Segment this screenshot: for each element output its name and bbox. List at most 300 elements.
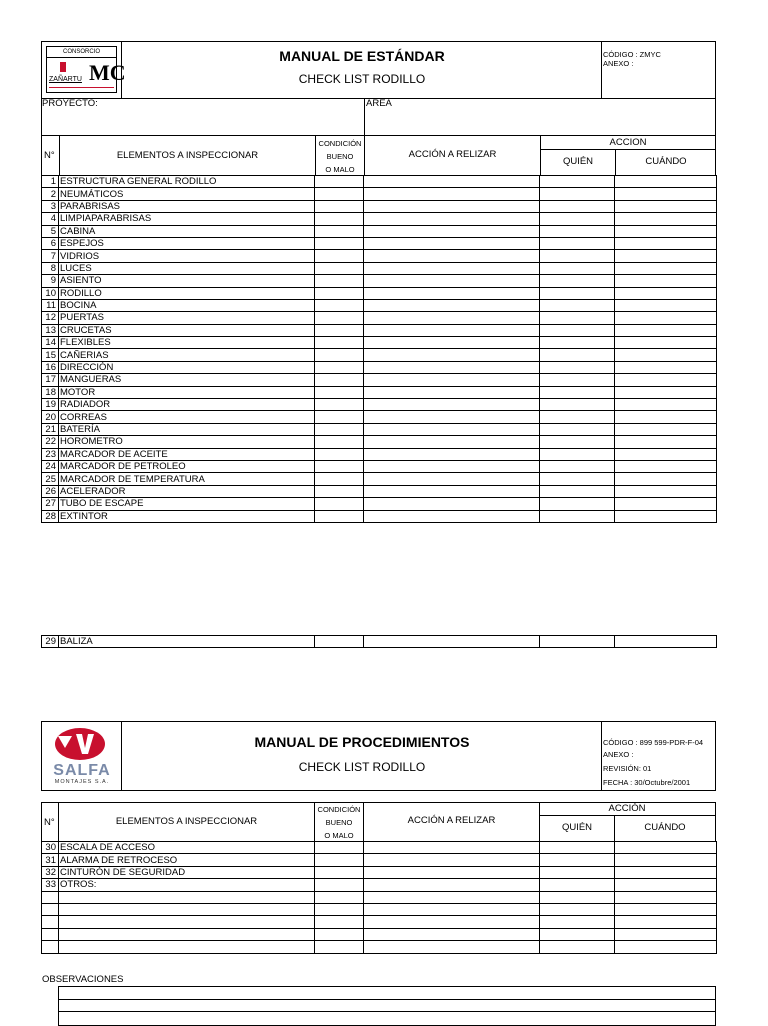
table-row xyxy=(42,879,717,891)
table-row xyxy=(42,262,717,274)
who-cell[interactable] xyxy=(540,854,615,866)
row-label: BALIZA xyxy=(59,636,315,648)
row-number: 6 xyxy=(42,237,59,249)
action-cell[interactable] xyxy=(364,423,540,435)
condition-cell[interactable] xyxy=(315,636,364,648)
row-number: 13 xyxy=(42,324,59,336)
table-row xyxy=(42,903,717,915)
when-cell[interactable] xyxy=(615,498,717,510)
row-number xyxy=(42,941,59,953)
code-label-2: CÓDIGO : 899 599-PDR-F-04 xyxy=(603,738,704,747)
row-label: CABINA xyxy=(59,225,315,237)
row-label: MOTOR xyxy=(59,386,315,398)
who-cell[interactable] xyxy=(540,225,615,237)
col-condicion-1: CONDICIÓN xyxy=(318,139,362,148)
who-cell[interactable] xyxy=(540,941,615,953)
logo-consorcio: CONSORCIO xyxy=(47,48,116,58)
items-table xyxy=(41,175,717,523)
who-cell[interactable] xyxy=(540,299,615,311)
row-label xyxy=(59,941,315,953)
action-cell[interactable] xyxy=(364,473,540,485)
table-row xyxy=(42,436,717,448)
action-cell[interactable] xyxy=(364,636,540,648)
row-label: MARCADOR DE PETROLEO xyxy=(59,460,315,472)
salfa-brand: SALFA xyxy=(53,762,111,779)
row-label: CAÑERIAS xyxy=(59,349,315,361)
row-label xyxy=(59,928,315,940)
when-cell[interactable] xyxy=(615,176,717,188)
table-row xyxy=(42,337,717,349)
project-row xyxy=(41,98,716,136)
when-cell[interactable] xyxy=(615,941,717,953)
who-cell[interactable] xyxy=(540,423,615,435)
who-cell[interactable] xyxy=(540,349,615,361)
table-row xyxy=(42,854,717,866)
who-cell[interactable] xyxy=(540,176,615,188)
table-row xyxy=(42,188,717,200)
who-cell[interactable] xyxy=(540,237,615,249)
when-cell[interactable] xyxy=(615,225,717,237)
condition-cell[interactable] xyxy=(315,485,364,497)
condition-cell[interactable] xyxy=(315,188,364,200)
page-title-2: MANUAL DE PROCEDIMIENTOS xyxy=(254,734,470,750)
observaciones-box[interactable] xyxy=(58,986,716,1026)
observaciones-line xyxy=(59,999,715,1000)
action-cell[interactable] xyxy=(364,842,540,854)
row-label: PUERTAS xyxy=(59,312,315,324)
action-cell[interactable] xyxy=(364,854,540,866)
row-label: CINTURÓN DE SEGURIDAD xyxy=(59,866,315,878)
table-row xyxy=(42,213,717,225)
condition-cell[interactable] xyxy=(315,250,364,262)
condition-cell[interactable] xyxy=(315,473,364,485)
row-number: 17 xyxy=(42,374,59,386)
col-condicion-3: O MALO xyxy=(325,165,355,174)
row-number: 2 xyxy=(42,188,59,200)
who-cell[interactable] xyxy=(540,361,615,373)
table-row xyxy=(42,299,717,311)
action-cell[interactable] xyxy=(364,436,540,448)
when-cell[interactable] xyxy=(615,928,717,940)
who-cell[interactable] xyxy=(540,399,615,411)
condition-cell[interactable] xyxy=(315,349,364,361)
when-cell[interactable] xyxy=(615,510,717,522)
when-cell[interactable] xyxy=(615,250,717,262)
action-cell[interactable] xyxy=(364,510,540,522)
col-elementos: ELEMENTOS A INSPECCIONAR xyxy=(116,150,259,161)
row-label: BOCINA xyxy=(59,299,315,311)
action-cell[interactable] xyxy=(364,866,540,878)
action-cell[interactable] xyxy=(364,287,540,299)
table-row xyxy=(42,374,717,386)
row-number: 19 xyxy=(42,399,59,411)
condition-cell[interactable] xyxy=(315,299,364,311)
col2-accion: ACCIÓN xyxy=(608,803,646,814)
condition-cell[interactable] xyxy=(315,374,364,386)
when-cell[interactable] xyxy=(615,237,717,249)
col-condicion xyxy=(316,138,364,175)
row-number: 32 xyxy=(42,866,59,878)
row-number: 15 xyxy=(42,349,59,361)
when-cell[interactable] xyxy=(615,188,717,200)
table-row xyxy=(42,275,717,287)
action-cell[interactable] xyxy=(364,903,540,915)
col2-num: N° xyxy=(44,817,55,828)
row-number: 7 xyxy=(42,250,59,262)
who-cell[interactable] xyxy=(540,866,615,878)
condition-cell[interactable] xyxy=(315,510,364,522)
when-cell[interactable] xyxy=(615,386,717,398)
action-cell[interactable] xyxy=(364,213,540,225)
items-table-2 xyxy=(41,841,717,954)
row-label: BATERÍA xyxy=(59,423,315,435)
condition-cell[interactable] xyxy=(315,213,364,225)
zanartu-mark-icon xyxy=(60,62,66,72)
row-number: 14 xyxy=(42,337,59,349)
row-label: RODILLO xyxy=(59,287,315,299)
who-cell[interactable] xyxy=(540,324,615,336)
table-row xyxy=(42,510,717,522)
action-cell[interactable] xyxy=(364,916,540,928)
item29-table xyxy=(41,635,717,648)
condition-cell[interactable] xyxy=(315,498,364,510)
page-title: MANUAL DE ESTÁNDAR xyxy=(279,48,445,64)
row-number: 28 xyxy=(42,510,59,522)
row-number xyxy=(42,891,59,903)
area-label: ÁREA xyxy=(366,98,392,109)
row-number: 9 xyxy=(42,275,59,287)
table-row xyxy=(42,636,717,648)
col2-condicion-3: O MALO xyxy=(324,831,354,840)
table-row xyxy=(42,349,717,361)
when-cell[interactable] xyxy=(615,275,717,287)
who-cell[interactable] xyxy=(540,891,615,903)
action-cell[interactable] xyxy=(364,262,540,274)
action-cell[interactable] xyxy=(364,176,540,188)
action-cell[interactable] xyxy=(364,225,540,237)
when-cell[interactable] xyxy=(615,448,717,460)
when-cell[interactable] xyxy=(615,636,717,648)
who-cell[interactable] xyxy=(540,262,615,274)
row-label: ALARMA DE RETROCESO xyxy=(59,854,315,866)
who-cell[interactable] xyxy=(540,275,615,287)
condition-cell[interactable] xyxy=(315,941,364,953)
project-label: PROYECTO: xyxy=(42,98,98,109)
row-label: OTROS: xyxy=(59,879,315,891)
when-cell[interactable] xyxy=(615,262,717,274)
when-cell[interactable] xyxy=(615,287,717,299)
who-cell[interactable] xyxy=(540,337,615,349)
row-number xyxy=(42,916,59,928)
row-label xyxy=(59,903,315,915)
who-cell[interactable] xyxy=(540,188,615,200)
table-row xyxy=(42,237,717,249)
condition-cell[interactable] xyxy=(315,891,364,903)
condition-cell[interactable] xyxy=(315,287,364,299)
col-cuando: CUÁNDO xyxy=(645,156,687,167)
who-cell[interactable] xyxy=(540,312,615,324)
row-number: 16 xyxy=(42,361,59,373)
condition-cell[interactable] xyxy=(315,324,364,336)
row-number: 4 xyxy=(42,213,59,225)
row-label: ASIENTO xyxy=(59,275,315,287)
who-cell[interactable] xyxy=(540,903,615,915)
code-cell xyxy=(601,42,716,98)
logo-line xyxy=(49,87,114,88)
who-cell[interactable] xyxy=(540,916,615,928)
anexo-label-2: ANEXO : xyxy=(603,750,634,759)
row-number: 33 xyxy=(42,879,59,891)
table-row xyxy=(42,842,717,854)
action-cell[interactable] xyxy=(364,399,540,411)
who-cell[interactable] xyxy=(540,498,615,510)
when-cell[interactable] xyxy=(615,299,717,311)
action-cell[interactable] xyxy=(364,312,540,324)
col-div-h xyxy=(540,149,716,150)
table-row xyxy=(42,176,717,188)
action-cell[interactable] xyxy=(364,200,540,212)
action-cell[interactable] xyxy=(364,275,540,287)
action-cell[interactable] xyxy=(364,299,540,311)
who-cell[interactable] xyxy=(540,411,615,423)
who-cell[interactable] xyxy=(540,374,615,386)
when-cell[interactable] xyxy=(615,349,717,361)
table-row xyxy=(42,941,717,953)
condition-cell[interactable] xyxy=(315,411,364,423)
page-subtitle-2: CHECK LIST RODILLO xyxy=(298,760,426,774)
who-cell[interactable] xyxy=(540,928,615,940)
when-cell[interactable] xyxy=(615,411,717,423)
row-label: NEUMÁTICOS xyxy=(59,188,315,200)
row-number: 24 xyxy=(42,460,59,472)
condition-cell[interactable] xyxy=(315,903,364,915)
when-cell[interactable] xyxy=(615,213,717,225)
when-cell[interactable] xyxy=(615,879,717,891)
col2-condicion xyxy=(315,804,363,841)
condition-cell[interactable] xyxy=(315,337,364,349)
when-cell[interactable] xyxy=(615,866,717,878)
table-row xyxy=(42,312,717,324)
table-row xyxy=(42,891,717,903)
col2-condicion-1: CONDICIÓN xyxy=(317,805,361,814)
action-cell[interactable] xyxy=(364,324,540,336)
action-cell[interactable] xyxy=(364,411,540,423)
table-row xyxy=(42,916,717,928)
table-row xyxy=(42,200,717,212)
row-label: VIDRIOS xyxy=(59,250,315,262)
who-cell[interactable] xyxy=(540,436,615,448)
who-cell[interactable] xyxy=(540,460,615,472)
logo-zanartu: ZAÑARTU xyxy=(49,76,82,83)
row-label: ACELERADOR xyxy=(59,485,315,497)
when-cell[interactable] xyxy=(615,854,717,866)
logo-cell xyxy=(42,42,126,98)
when-cell[interactable] xyxy=(615,337,717,349)
who-cell[interactable] xyxy=(540,213,615,225)
col2-elementos: ELEMENTOS A INSPECCIONAR xyxy=(115,816,258,827)
when-cell[interactable] xyxy=(615,460,717,472)
row-number: 12 xyxy=(42,312,59,324)
when-cell[interactable] xyxy=(615,903,717,915)
fecha-label: FECHA : 30/Octubre/2001 xyxy=(603,778,691,787)
when-cell[interactable] xyxy=(615,891,717,903)
condition-cell[interactable] xyxy=(315,225,364,237)
when-cell[interactable] xyxy=(615,436,717,448)
column-header-1 xyxy=(41,136,716,176)
header-box-1 xyxy=(41,41,716,99)
action-cell[interactable] xyxy=(364,448,540,460)
condition-cell[interactable] xyxy=(315,312,364,324)
row-label: CRUCETAS xyxy=(59,324,315,336)
row-number xyxy=(42,928,59,940)
who-cell[interactable] xyxy=(540,510,615,522)
when-cell[interactable] xyxy=(615,374,717,386)
row-number: 31 xyxy=(42,854,59,866)
condition-cell[interactable] xyxy=(315,361,364,373)
col-accion: ACCION xyxy=(609,137,647,148)
row-label: ESTRUCTURA GENERAL RODILLO xyxy=(59,176,315,188)
table-row xyxy=(42,361,717,373)
table-row xyxy=(42,460,717,472)
col-num: N° xyxy=(44,150,55,161)
action-cell[interactable] xyxy=(364,891,540,903)
who-cell[interactable] xyxy=(540,386,615,398)
revision-label: REVISIÓN: 01 xyxy=(603,764,652,773)
table-row xyxy=(42,448,717,460)
col-accion-realizar: ACCIÓN A RELIZAR xyxy=(408,149,497,160)
when-cell[interactable] xyxy=(615,485,717,497)
row-label: CORREAS xyxy=(59,411,315,423)
row-label: LIMPIAPARABRISAS xyxy=(59,213,315,225)
row-number: 25 xyxy=(42,473,59,485)
condition-cell[interactable] xyxy=(315,460,364,472)
condition-cell[interactable] xyxy=(315,928,364,940)
row-label: PARABRISAS xyxy=(59,200,315,212)
row-number xyxy=(42,903,59,915)
action-cell[interactable] xyxy=(364,485,540,497)
when-cell[interactable] xyxy=(615,312,717,324)
when-cell[interactable] xyxy=(615,916,717,928)
table-row xyxy=(42,473,717,485)
condition-cell[interactable] xyxy=(315,448,364,460)
action-cell[interactable] xyxy=(364,386,540,398)
col2-accion-realizar: ACCIÓN A RELIZAR xyxy=(407,815,496,826)
table-row xyxy=(42,287,717,299)
observaciones-label: OBSERVACIONES xyxy=(42,974,124,985)
table-row xyxy=(42,250,717,262)
condition-cell[interactable] xyxy=(315,916,364,928)
row-number: 29 xyxy=(42,636,59,648)
condition-cell[interactable] xyxy=(315,866,364,878)
who-cell[interactable] xyxy=(540,287,615,299)
action-cell[interactable] xyxy=(364,460,540,472)
who-cell[interactable] xyxy=(540,485,615,497)
when-cell[interactable] xyxy=(615,842,717,854)
when-cell[interactable] xyxy=(615,399,717,411)
row-label: HOROMETRO xyxy=(59,436,315,448)
condition-cell[interactable] xyxy=(315,200,364,212)
action-cell[interactable] xyxy=(364,879,540,891)
row-label xyxy=(59,916,315,928)
col-condicion-2: BUENO xyxy=(326,152,354,161)
condition-cell[interactable] xyxy=(315,386,364,398)
who-cell[interactable] xyxy=(540,200,615,212)
row-number: 3 xyxy=(42,200,59,212)
action-cell[interactable] xyxy=(364,361,540,373)
condition-cell[interactable] xyxy=(315,842,364,854)
condition-cell[interactable] xyxy=(315,262,364,274)
table-row xyxy=(42,485,717,497)
col2-div-h xyxy=(539,815,715,816)
who-cell[interactable] xyxy=(540,879,615,891)
row-number: 21 xyxy=(42,423,59,435)
condition-cell[interactable] xyxy=(315,399,364,411)
who-cell[interactable] xyxy=(540,636,615,648)
action-cell[interactable] xyxy=(364,237,540,249)
project-divider xyxy=(364,98,365,135)
observaciones-line xyxy=(59,1011,715,1012)
when-cell[interactable] xyxy=(615,200,717,212)
who-cell[interactable] xyxy=(540,448,615,460)
action-cell[interactable] xyxy=(364,374,540,386)
row-number: 18 xyxy=(42,386,59,398)
action-cell[interactable] xyxy=(364,498,540,510)
table-row xyxy=(42,866,717,878)
row-number: 23 xyxy=(42,448,59,460)
row-number: 8 xyxy=(42,262,59,274)
code-label: CÓDIGO : ZMYC xyxy=(603,50,661,59)
condition-cell[interactable] xyxy=(315,879,364,891)
table-row xyxy=(42,386,717,398)
row-label: DIRECCIÓN xyxy=(59,361,315,373)
who-cell[interactable] xyxy=(540,250,615,262)
col-quien: QUIÉN xyxy=(562,156,594,167)
row-number: 5 xyxy=(42,225,59,237)
condition-cell[interactable] xyxy=(315,436,364,448)
action-cell[interactable] xyxy=(364,188,540,200)
table-row xyxy=(42,225,717,237)
row-number: 1 xyxy=(42,176,59,188)
logo-box xyxy=(46,46,126,93)
row-number: 20 xyxy=(42,411,59,423)
condition-cell[interactable] xyxy=(315,176,364,188)
condition-cell[interactable] xyxy=(315,237,364,249)
row-label: FLEXIBLES xyxy=(59,337,315,349)
action-cell[interactable] xyxy=(364,250,540,262)
action-cell[interactable] xyxy=(364,941,540,953)
table-row xyxy=(42,498,717,510)
logo-mc: MC xyxy=(89,60,126,85)
condition-cell[interactable] xyxy=(315,275,364,287)
row-label: ESCALA DE ACCESO xyxy=(59,842,315,854)
when-cell[interactable] xyxy=(615,423,717,435)
salfa-brand-sub: MONTAJES S.A. xyxy=(54,779,110,785)
condition-cell[interactable] xyxy=(315,854,364,866)
when-cell[interactable] xyxy=(615,324,717,336)
action-cell[interactable] xyxy=(364,349,540,361)
action-cell[interactable] xyxy=(364,337,540,349)
action-cell[interactable] xyxy=(364,928,540,940)
row-number: 22 xyxy=(42,436,59,448)
who-cell[interactable] xyxy=(540,842,615,854)
salfa-logo-cell xyxy=(42,722,122,790)
who-cell[interactable] xyxy=(540,473,615,485)
row-label: TUBO DE ESCAPE xyxy=(59,498,315,510)
when-cell[interactable] xyxy=(615,361,717,373)
row-number: 26 xyxy=(42,485,59,497)
when-cell[interactable] xyxy=(615,473,717,485)
condition-cell[interactable] xyxy=(315,423,364,435)
